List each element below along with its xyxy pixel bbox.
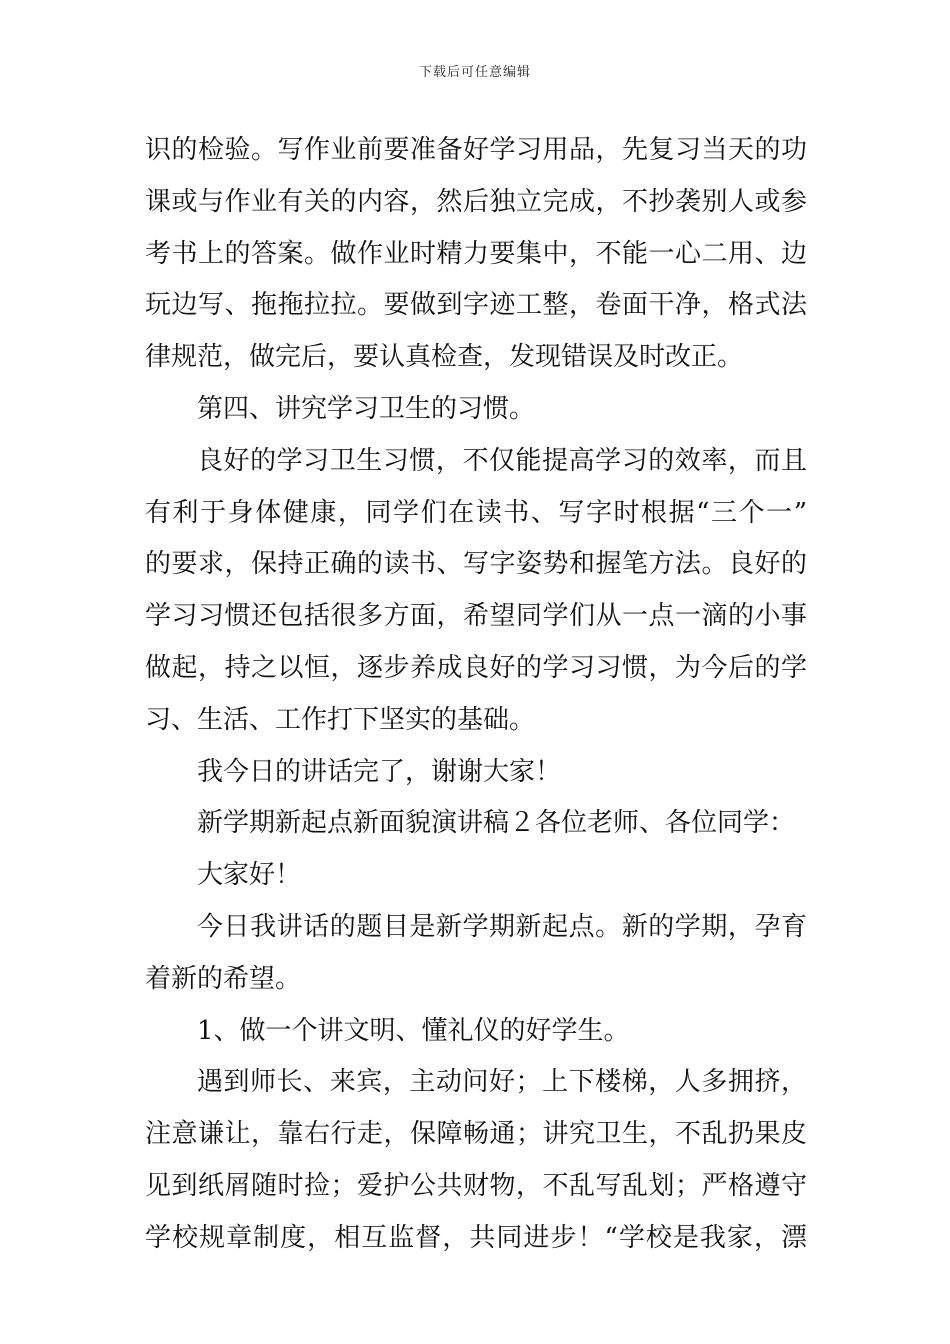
text-line: 学校规章制度，相互监督，共同进步！“学校是我家，漂: [145, 1222, 807, 1253]
text-line: 课或与作业有关的内容，然后独立完成，不抄袭别人或参: [145, 186, 807, 217]
text-line: 遇到师长、来宾，主动问好；上下楼梯，人多拥挤，: [197, 1067, 807, 1098]
text-line: 玩边写、拖拖拉拉。要做到字迹工整，卷面干净，格式法: [145, 290, 807, 321]
text-line: 习、生活、工作打下坚实的基础。: [145, 704, 536, 735]
text-line: 注意谦让，靠右行走，保障畅通；讲究卫生，不乱扔果皮: [145, 1119, 807, 1150]
text-line: 见到纸屑随时捡；爱护公共财物，不乱写乱划；严格遵守: [145, 1170, 807, 1201]
document-body: [145, 125, 807, 1265]
text-line: 今日我讲话的题目是新学期新起点。新的学期，孕育: [197, 911, 807, 942]
section-heading: 1、做一个讲文明、懂礼仪的好学生。: [197, 1015, 630, 1046]
text-line: 考书上的答案。做作业时精力要集中，不能一心二用、边: [145, 238, 807, 269]
text-line: 有利于身体健康，同学们在读书、写字时根据“三个一”: [145, 497, 807, 528]
text-line: 着新的希望。: [145, 963, 302, 994]
greeting: 大家好！: [197, 860, 302, 891]
text-line: 学习习惯还包括很多方面，希望同学们从一点一滴的小事: [145, 601, 807, 632]
text-line: 做起，持之以恒，逐步养成良好的学习习惯，为今后的学: [145, 652, 807, 683]
text-line: 我今日的讲话完了，谢谢大家！: [197, 756, 562, 787]
page-header: 下载后可任意编辑: [418, 65, 531, 80]
section-heading: 第四、讲究学习卫生的习惯。: [197, 393, 536, 424]
text-line: 识的检验。写作业前要准备好学习用品，先复习当天的功: [145, 135, 807, 165]
text-line: 的要求，保持正确的读书、写字姿势和握笔方法。良好的: [145, 549, 807, 580]
text-line: 良好的学习卫生习惯，不仅能提高学习的效率，而且: [197, 445, 807, 476]
speech-title: 新学期新起点新面貌演讲稿２各位老师、各位同学：: [197, 808, 796, 839]
text-line: 律规范，做完后，要认真检查，发现错误及时改正。: [145, 342, 744, 373]
